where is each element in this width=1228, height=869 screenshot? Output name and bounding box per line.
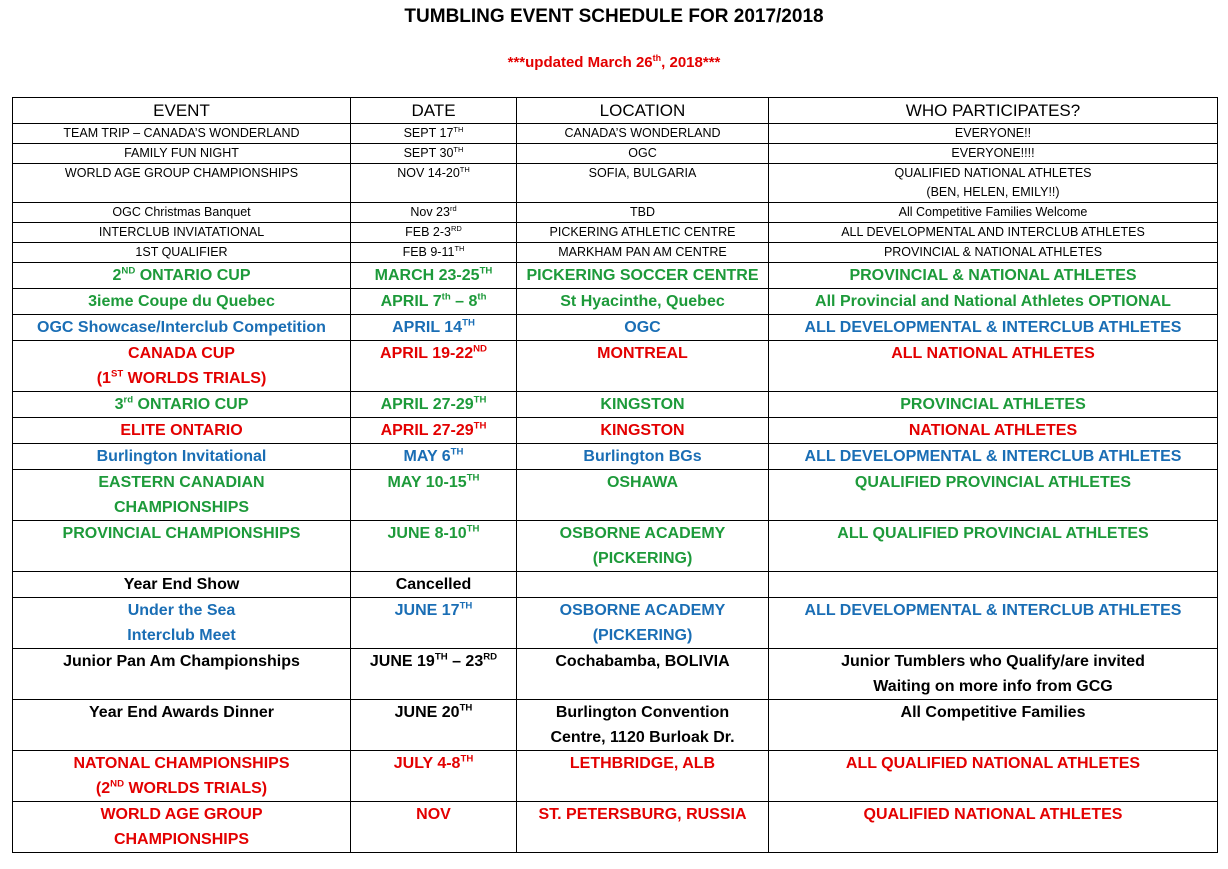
ordinal-suffix: TH xyxy=(466,472,480,484)
cell-line: QUALIFIED NATIONAL ATHLETES xyxy=(863,806,1123,823)
cell-line: Nov 23rd xyxy=(410,203,457,219)
page-title: TUMBLING EVENT SCHEDULE FOR 2017/2018 xyxy=(404,6,824,27)
cell-line: Burlington Invitational xyxy=(96,448,267,465)
ordinal-suffix: TH xyxy=(459,600,473,612)
cell-date xyxy=(351,223,517,243)
cell-who xyxy=(769,802,1218,853)
cell-line: ALL DEVELOPMENTAL & INTERCLUB ATHLETES xyxy=(804,448,1182,465)
cell-date xyxy=(351,341,517,392)
cell-who xyxy=(769,598,1218,649)
cell-line: KINGSTON xyxy=(600,422,685,439)
cell-who xyxy=(769,418,1218,444)
ordinal-suffix: ND xyxy=(121,265,136,277)
table-row xyxy=(13,223,1218,243)
cell-event xyxy=(13,392,351,418)
cell-location xyxy=(517,521,769,572)
cell-line: INTERCLUB INVIATATIONAL xyxy=(98,225,265,239)
cell-event xyxy=(13,203,351,223)
cell-event xyxy=(13,341,351,392)
cell-who xyxy=(769,203,1218,223)
cell-line: NOV xyxy=(416,806,451,823)
updated-note-year: , 2018*** xyxy=(661,54,721,71)
cell-event xyxy=(13,598,351,649)
cell-line: PROVINCIAL ATHLETES xyxy=(900,396,1086,413)
cell-line: Junior Tumblers who Qualify/are invited xyxy=(841,653,1145,670)
table-row xyxy=(13,470,1218,521)
cell-line: MARCH 23-25TH xyxy=(374,265,493,284)
cell-line: ALL NATIONAL ATHLETES xyxy=(891,345,1095,362)
cell-line: OGC Christmas Banquet xyxy=(112,205,251,219)
table-row xyxy=(13,649,1218,700)
cell-who xyxy=(769,392,1218,418)
cell-event xyxy=(13,164,351,203)
cell-line: EVERYONE!!!! xyxy=(951,146,1035,160)
cell-line: Waiting on more info from GCG xyxy=(873,678,1113,695)
cell-line: ALL QUALIFIED PROVINCIAL ATHLETES xyxy=(837,525,1149,542)
cell-location xyxy=(517,315,769,341)
cell-event xyxy=(13,289,351,315)
cell-event xyxy=(13,418,351,444)
ordinal-suffix: ND xyxy=(473,343,487,355)
cell-line: JUNE 17TH xyxy=(394,600,473,619)
cell-location xyxy=(517,802,769,853)
cell-date xyxy=(351,700,517,751)
cell-event xyxy=(13,700,351,751)
cell-line: JUNE 19TH – 23RD xyxy=(369,651,498,670)
cell-who xyxy=(769,444,1218,470)
cell-event xyxy=(13,263,351,289)
column-header-location: LOCATION xyxy=(517,98,769,124)
updated-note xyxy=(0,53,1228,71)
table-row xyxy=(13,124,1218,144)
column-header-date: DATE xyxy=(351,98,517,124)
cell-line: PICKERING SOCCER CENTRE xyxy=(526,267,759,284)
table-row xyxy=(13,263,1218,289)
cell-date xyxy=(351,802,517,853)
cell-who xyxy=(769,164,1218,203)
cell-line: APRIL 27-29TH xyxy=(380,420,487,439)
cell-line: All Provincial and National Athletes OPTIONAL xyxy=(815,293,1171,310)
cell-line: APRIL 19-22ND xyxy=(380,343,487,362)
schedule-table xyxy=(12,97,1218,853)
cell-location xyxy=(517,418,769,444)
ordinal-suffix: th xyxy=(441,291,451,303)
cell-line: OSBORNE ACADEMY xyxy=(559,525,726,542)
cell-line: ST. PETERSBURG, RUSSIA xyxy=(538,806,747,823)
cell-date xyxy=(351,289,517,315)
cell-location xyxy=(517,144,769,164)
cell-line: PICKERING ATHLETIC CENTRE xyxy=(549,225,736,239)
cell-line: WORLD AGE GROUP CHAMPIONSHIPS xyxy=(64,166,299,180)
cell-who xyxy=(769,315,1218,341)
ordinal-suffix: TH xyxy=(460,753,474,765)
cell-who xyxy=(769,124,1218,144)
updated-note-superscript: th xyxy=(652,53,662,63)
cell-date xyxy=(351,124,517,144)
table-row xyxy=(13,598,1218,649)
table-row xyxy=(13,418,1218,444)
cell-line: (2ND WORLDS TRIALS) xyxy=(95,778,268,797)
table-row xyxy=(13,572,1218,598)
cell-date xyxy=(351,649,517,700)
table-row xyxy=(13,392,1218,418)
ordinal-suffix: TH xyxy=(473,394,487,406)
cell-who xyxy=(769,521,1218,572)
cell-location xyxy=(517,124,769,144)
cell-line: FEB 9-11TH xyxy=(402,243,465,259)
cell-line: Burlington Convention xyxy=(555,704,730,721)
cell-line: TEAM TRIP – CANADA’S WONDERLAND xyxy=(63,126,300,140)
table-row xyxy=(13,289,1218,315)
cell-event xyxy=(13,521,351,572)
cell-line: Burlington BGs xyxy=(583,448,702,465)
table-row xyxy=(13,315,1218,341)
table-row xyxy=(13,751,1218,802)
cell-line: FAMILY FUN NIGHT xyxy=(124,146,239,160)
cell-location xyxy=(517,751,769,802)
table-row xyxy=(13,203,1218,223)
cell-line: WORLD AGE GROUP xyxy=(100,806,263,823)
cell-line: NOV 14-20TH xyxy=(397,164,470,180)
cell-line: OGC xyxy=(628,146,657,160)
cell-line: Cancelled xyxy=(395,576,472,593)
cell-line: KINGSTON xyxy=(600,396,685,413)
cell-line: Cochabamba, BOLIVIA xyxy=(555,653,730,670)
cell-line: QUALIFIED NATIONAL ATHLETES xyxy=(894,166,1092,180)
cell-who xyxy=(769,751,1218,802)
cell-line: Under the Sea xyxy=(127,602,236,619)
cell-date xyxy=(351,243,517,263)
cell-who xyxy=(769,700,1218,751)
cell-who xyxy=(769,144,1218,164)
cell-line: JUNE 20TH xyxy=(394,702,473,721)
ordinal-suffix: TH xyxy=(434,651,448,663)
cell-event xyxy=(13,802,351,853)
table-row xyxy=(13,700,1218,751)
updated-note-text: ***updated March 26 xyxy=(507,54,653,71)
cell-line: ALL DEVELOPMENTAL & INTERCLUB ATHLETES xyxy=(804,602,1182,619)
cell-line: ALL DEVELOPMENTAL AND INTERCLUB ATHLETES xyxy=(841,225,1145,239)
cell-date xyxy=(351,572,517,598)
table-row xyxy=(13,144,1218,164)
cell-line: Year End Show xyxy=(123,576,240,593)
cell-event xyxy=(13,470,351,521)
cell-line: CANADA CUP xyxy=(128,345,235,362)
cell-line: APRIL 7th – 8th xyxy=(380,291,487,310)
cell-line: CANADA’S WONDERLAND xyxy=(564,126,721,140)
cell-event xyxy=(13,124,351,144)
cell-line: OGC xyxy=(624,319,661,336)
cell-who xyxy=(769,289,1218,315)
cell-event xyxy=(13,243,351,263)
cell-location xyxy=(517,164,769,203)
table-row xyxy=(13,164,1218,203)
cell-location xyxy=(517,289,769,315)
ordinal-suffix: TH xyxy=(453,144,464,154)
cell-date xyxy=(351,144,517,164)
cell-line: OSBORNE ACADEMY xyxy=(559,602,726,619)
cell-who xyxy=(769,223,1218,243)
cell-location xyxy=(517,392,769,418)
ordinal-suffix: TH xyxy=(466,523,480,535)
cell-line: (PICKERING) xyxy=(592,627,693,644)
cell-location xyxy=(517,341,769,392)
cell-line: (PICKERING) xyxy=(592,550,693,567)
cell-event xyxy=(13,315,351,341)
ordinal-suffix: rd xyxy=(449,203,457,213)
cell-line: 3rd ONTARIO CUP xyxy=(114,394,249,413)
cell-line: (BEN, HELEN, EMILY!!) xyxy=(926,185,1060,199)
column-header-who: WHO PARTICIPATES? xyxy=(769,98,1218,124)
column-header-event: EVENT xyxy=(13,98,351,124)
cell-location xyxy=(517,470,769,521)
cell-line: LETHBRIDGE, ALB xyxy=(569,755,716,772)
cell-location xyxy=(517,598,769,649)
cell-line: Centre, 1120 Burloak Dr. xyxy=(550,729,735,746)
cell-who xyxy=(769,649,1218,700)
ordinal-suffix: TH xyxy=(450,446,464,458)
ordinal-suffix: TH xyxy=(459,164,470,174)
header-row xyxy=(13,98,1218,124)
cell-line: All Competitive Families Welcome xyxy=(898,205,1088,219)
cell-line: QUALIFIED PROVINCIAL ATHLETES xyxy=(854,474,1132,491)
table-row xyxy=(13,243,1218,263)
cell-line: CHAMPIONSHIPS xyxy=(113,499,250,516)
cell-line: PROVINCIAL & NATIONAL ATHLETES xyxy=(883,245,1103,259)
cell-line: APRIL 27-29TH xyxy=(380,394,487,413)
cell-line: All Competitive Families xyxy=(900,704,1086,721)
ordinal-suffix: ST xyxy=(110,368,124,380)
cell-location xyxy=(517,263,769,289)
cell-line: 3ieme Coupe du Quebec xyxy=(88,293,275,310)
cell-event xyxy=(13,444,351,470)
cell-line: MAY 10-15TH xyxy=(387,472,480,491)
cell-line: FEB 2-3RD xyxy=(405,223,462,239)
schedule-body xyxy=(13,124,1218,853)
cell-line: SEPT 30TH xyxy=(403,144,464,160)
cell-line: ELITE ONTARIO xyxy=(120,422,243,439)
cell-line: St Hyacinthe, Quebec xyxy=(560,293,725,310)
cell-line: SEPT 17TH xyxy=(403,124,464,140)
cell-line: (1ST WORLDS TRIALS) xyxy=(96,368,267,387)
cell-location xyxy=(517,243,769,263)
cell-date xyxy=(351,521,517,572)
cell-line: SOFIA, BULGARIA xyxy=(588,166,697,180)
cell-date xyxy=(351,418,517,444)
cell-who xyxy=(769,263,1218,289)
cell-location xyxy=(517,572,769,598)
cell-date xyxy=(351,392,517,418)
cell-line: 1ST QUALIFIER xyxy=(135,245,228,259)
cell-line: TBD xyxy=(630,205,655,219)
cell-line: PROVINCIAL CHAMPIONSHIPS xyxy=(62,525,301,542)
ordinal-suffix: TH xyxy=(479,265,493,277)
cell-event xyxy=(13,751,351,802)
cell-line: MONTREAL xyxy=(597,345,688,362)
cell-event xyxy=(13,572,351,598)
cell-event xyxy=(13,223,351,243)
cell-line: EASTERN CANADIAN xyxy=(98,474,265,491)
cell-location xyxy=(517,700,769,751)
cell-line: JUNE 8-10TH xyxy=(387,523,480,542)
cell-line: Interclub Meet xyxy=(127,627,236,644)
cell-line: NATIONAL ATHLETES xyxy=(908,422,1078,439)
ordinal-suffix: th xyxy=(477,291,487,303)
cell-event xyxy=(13,144,351,164)
cell-line: MAY 6TH xyxy=(403,446,464,465)
ordinal-suffix: TH xyxy=(454,243,465,253)
ordinal-suffix: rd xyxy=(123,394,134,406)
ordinal-suffix: TH xyxy=(453,124,464,134)
cell-line: EVERYONE!! xyxy=(954,126,1032,140)
ordinal-suffix: RD xyxy=(483,651,498,663)
cell-line: OGC Showcase/Interclub Competition xyxy=(37,319,326,336)
ordinal-suffix: TH xyxy=(473,420,487,432)
table-row xyxy=(13,521,1218,572)
ordinal-suffix: ND xyxy=(110,778,124,790)
cell-location xyxy=(517,223,769,243)
cell-date xyxy=(351,263,517,289)
cell-line: CHAMPIONSHIPS xyxy=(113,831,250,848)
cell-date xyxy=(351,315,517,341)
cell-line: Junior Pan Am Championships xyxy=(63,653,300,670)
cell-line: PROVINCIAL & NATIONAL ATHLETES xyxy=(849,267,1137,284)
cell-line: APRIL 14TH xyxy=(392,317,475,336)
cell-date xyxy=(351,470,517,521)
cell-date xyxy=(351,164,517,203)
table-row xyxy=(13,444,1218,470)
cell-who xyxy=(769,341,1218,392)
cell-who xyxy=(769,470,1218,521)
cell-location xyxy=(517,444,769,470)
cell-line: JULY 4-8TH xyxy=(393,753,474,772)
ordinal-suffix: TH xyxy=(462,317,475,329)
cell-line: ALL QUALIFIED NATIONAL ATHLETES xyxy=(845,755,1141,772)
table-row xyxy=(13,341,1218,392)
cell-who xyxy=(769,572,1218,598)
ordinal-suffix: TH xyxy=(459,702,473,714)
cell-line: Year End Awards Dinner xyxy=(89,704,274,721)
cell-who xyxy=(769,243,1218,263)
cell-line: 2ND ONTARIO CUP xyxy=(112,265,251,284)
cell-date xyxy=(351,203,517,223)
cell-location xyxy=(517,649,769,700)
cell-date xyxy=(351,751,517,802)
ordinal-suffix: RD xyxy=(451,223,462,233)
cell-date xyxy=(351,444,517,470)
cell-date xyxy=(351,598,517,649)
cell-line: ALL DEVELOPMENTAL & INTERCLUB ATHLETES xyxy=(804,319,1182,336)
cell-line: NATONAL CHAMPIONSHIPS xyxy=(73,755,290,772)
cell-line: MARKHAM PAN AM CENTRE xyxy=(558,245,727,259)
cell-location xyxy=(517,203,769,223)
table-row xyxy=(13,802,1218,853)
cell-line: OSHAWA xyxy=(606,474,679,491)
cell-event xyxy=(13,649,351,700)
